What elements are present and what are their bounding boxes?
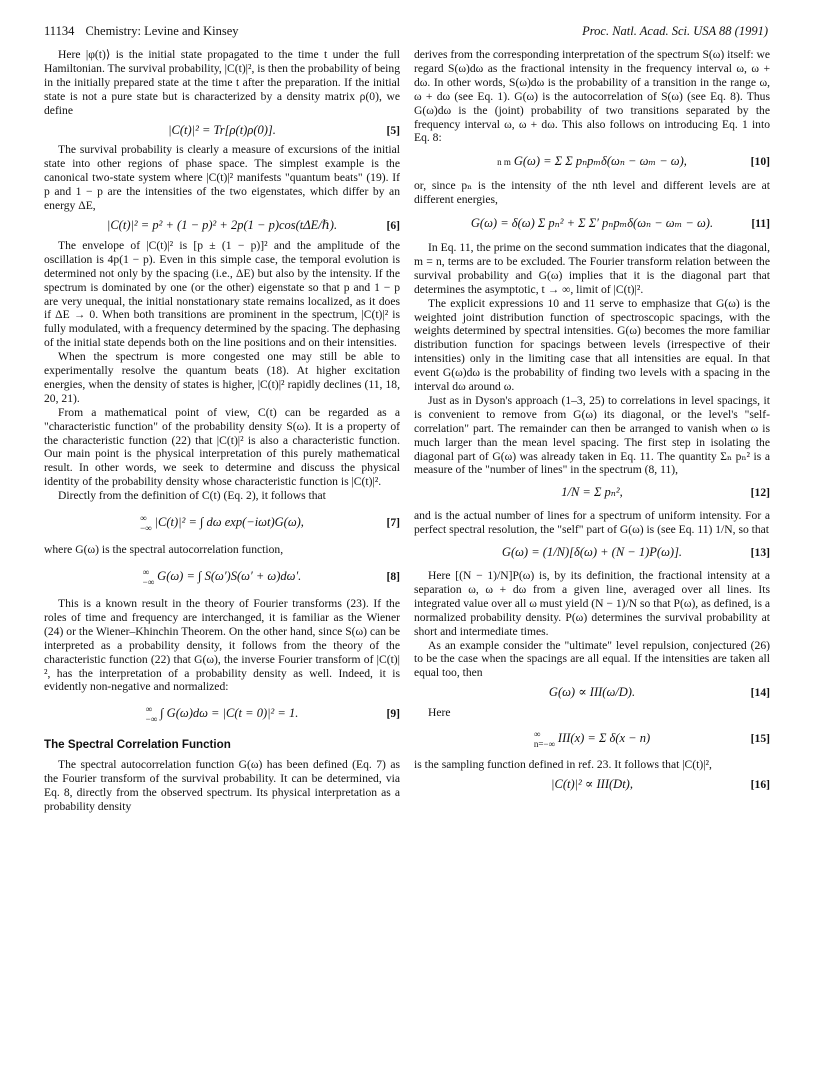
equation-body: G(ω) = ∫ S(ω′)S(ω′ + ω)dω′. — [157, 569, 302, 584]
left-column — [44, 48, 400, 814]
paragraph: and is the actual number of lines for a spectrum of uniform intensity. For a perfect spectral resolution, the "self" part of G(ω) is (see Eq. 11) 1/N, so that — [414, 509, 770, 537]
equation-body: G(ω) = Σ Σ pₙpₘδ(ωₙ − ωₘ − ω), — [513, 154, 687, 169]
equation-number: [12] — [750, 486, 770, 500]
equation-body: 1/N = Σ pₙ², — [561, 485, 623, 500]
paragraph: In Eq. 11, the prime on the second summation indicates that the diagonal, m = n, terms are to be excluded. The Fourier transform relation between the survival probability and G(ω) implies that it is the diagonal part that determines the asymptotic, t → ∞, limit of |C(t)|². — [414, 240, 770, 296]
paragraph: Here — [428, 706, 451, 720]
equation-15 — [414, 729, 770, 749]
equation-9 — [44, 704, 400, 724]
paragraph: is the sampling function defined in ref. 23. It follows that |C(t)|², — [414, 758, 712, 772]
equation-body: G(ω) = (1/N)[δ(ω) + (N − 1)P(ω)]. — [501, 545, 683, 560]
paragraph: This is a known result in the theory of Fourier transforms (23). If the roles of time and frequency are interchanged, it is familiar as the Wiener (24) or the Wiener–Khinchin Theorem. On the other hand, since S(ω) can be interpreted as a probability density, it follows from the theory of the characteristic function (22) that G(ω), the inverse Fourier transform of |C(t)|², has the interpretation of a probability density as well. Indeed, it is evidently non-negative and normalized: — [44, 597, 400, 694]
equation-11 — [414, 217, 770, 231]
equation-number: [10] — [750, 155, 770, 169]
paragraph: derives from the corresponding interpretation of the spectrum S(ω) itself: we regard S(ω)dω as the fractional intensity in the frequency interval ω, ω + dω. In other words, S(ω)dω is the probability of a transition in the range ω, ω + dω (see Eq. 1). G(ω) is the autocorrelation of S(ω) (see Eq. 8). Thus G(ω)dω is the (joint) probability of two transitions separated by the frequency interval ω, ω + dω. This also follows on introducing Eq. 1 into Eq. 8: — [414, 48, 770, 145]
paragraph: The envelope of |C(t)|² is [p ± (1 − p)]² and the amplitude of the oscillation is 4p(1 − p). Even in this simple case, the temporal evolution is determined not only by the spacing (i.e., ΔE) but also by the intensity. If the spectrum is dominated by one (or the other) eigenstate so that p and 1 − p are very unequal, the initial nonstationary state remains localized, as it does if ΔE → 0. When both transitions are prominent in the spectrum, |C(t)|² is fully modulated, with a frequency determined by the spacing. The dephasing of the initial state depends both on the line positions and on their intensities. — [44, 238, 400, 350]
paragraph: As an example consider the "ultimate" level repulsion, conjectured (26) to be the case when the spacings are all equal. If the intensities are taken all equal too, then — [414, 638, 770, 680]
summation-limits: ∞ n=−∞ — [533, 729, 555, 750]
paragraph: where G(ω) is the spectral autocorrelation function, — [44, 543, 284, 557]
paragraph: The spectral autocorrelation function G(ω) has been defined (Eq. 7) as the Fourier transform of the survival probability. It can be determined, via Eq. 8, directly from the observed spectrum. Its physical interpretation as a probability density — [44, 758, 400, 813]
right-column — [414, 48, 770, 798]
equation-body: G(ω) ∝ III(ω/D). — [548, 685, 636, 700]
equation-body: |C(t)|² = Tr[ρ(t)ρ(0)]. — [168, 122, 276, 137]
equation-body: |C(t)|² = p² + (1 − p)² + 2p(1 − p)cos(tΔE/ℏ). — [106, 217, 338, 232]
integral-limits: ∞ −∞ — [140, 513, 152, 534]
equation-number: [8] — [386, 570, 400, 584]
equation-number: [7] — [386, 516, 400, 530]
paragraph: When the spectrum is more congested one may still be able to experimentally resolve the quantum beats (18). At higher excitation energies, when the density of states is higher, |C(t)|² rapidly declines (11, 18, 20, 21). — [44, 350, 400, 405]
equation-number: [13] — [750, 546, 770, 560]
equation-body: G(ω) = δ(ω) Σ pₙ² + Σ Σ′ pₙpₘδ(ωₙ − ωₘ − ω). — [470, 216, 714, 231]
equation-number: [5] — [386, 123, 400, 137]
equation-body: |C(t)|² = ∫ dω exp(−iωt)G(ω), — [154, 515, 304, 530]
section-heading: The Spectral Correlation Function — [44, 738, 231, 752]
paragraph: Just as in Dyson's approach (1–3, 25) to correlations in level spacings, it is convenient to remove from G(ω) its diagonal, or the level's "self-correlation" part. The remainder can then be arranged to vanish when ω is much larger than the mean level spacing. The first step in isolating the diagonal part of G(ω) was already taken in Eq. 11. The quantity Σₙ pₙ² is a measure of the "number of lines" in the spectrum (8, 11), — [414, 393, 770, 477]
running-header-right: Proc. Natl. Acad. Sci. USA 88 (1991) — [582, 24, 768, 38]
paragraph: Here [(N − 1)/N]P(ω) is, by its definition, the fractional intensity at a separation ω, ω + dω from a given line, averaged over all lines. Its integrated value over all ω must yield (N − 1)/N so that P(ω), as defined, is a normalized probability density. P(ω) determines the survival probability at short and intermediate times. — [414, 569, 770, 638]
paragraph: The survival probability is clearly a measure of excursions of the initial state into other regions of phase space. The simplest example is the canonical two-state system where |C(t)|² manifests "quantum beats" (19). If p and 1 − p are the intensities of the two eigenstates, which differ by an energy ΔE, — [44, 143, 400, 213]
equation-10 — [414, 155, 770, 169]
equation-7 — [44, 513, 400, 533]
equation-8 — [44, 567, 400, 587]
equation-5 — [44, 124, 400, 138]
equation-number: [14] — [750, 686, 770, 700]
equation-number: [9] — [386, 707, 400, 721]
paragraph: Here |φ(t)⟩ is the initial state propagated to the time t under the full Hamiltonian. The survival probability, |C(t)|², is then the probability of being in the initially prepared state at the time t after the preparation. If the initial state is not a pure state but is characterized by a density matrix ρ(0), we define — [44, 48, 400, 117]
integral-limits: ∞ −∞ — [142, 567, 155, 587]
paragraph: Directly from the definition of C(t) (Eq. 2), it follows that — [58, 489, 326, 503]
paragraph: From a mathematical point of view, C(t) can be regarded as a "characteristic function" of the probability density S(ω). It is a property of the characteristic function (22) that |C(t)|² is also a characteristic function. Our main point is the physical interpretation of this purely mathematical result. In other words, we seek to determine and discuss the physical identity of the probability density whose characteristic function is |C(t)|². — [44, 405, 400, 489]
equation-16 — [414, 778, 770, 792]
equation-number: [6] — [386, 218, 400, 232]
page-number: 11134 — [44, 24, 75, 38]
integral-limits: ∞ −∞ — [145, 704, 158, 725]
paragraph: The explicit expressions 10 and 11 serve to emphasize that G(ω) is the weighted joint distribution function of spectroscopic spacings, with the weights determined by spectral intensities. G(ω) becomes the more familiar distribution function for spacings between levels (irrespective of their intensities) only in the limiting case that all intensities are equal. In that event G(ω)dω is the probability of finding two levels with a spacing in the interval dω around ω. — [414, 296, 770, 394]
equation-14 — [414, 686, 770, 700]
equation-body: |C(t)|² ∝ III(Dt), — [551, 776, 633, 791]
equation-13 — [414, 546, 770, 560]
equation-body: ∫ G(ω)dω = |C(t = 0)|² = 1. — [160, 706, 299, 721]
running-header-left — [44, 24, 239, 39]
paragraph: or, since pₙ is the intensity of the nth level and different levels are at different energies, — [414, 179, 770, 207]
equation-number: [16] — [750, 777, 770, 791]
header-section: Chemistry: Levine and Kinsey — [85, 24, 239, 38]
equation-number: [15] — [750, 732, 770, 746]
equation-body: III(x) = Σ δ(x − n) — [557, 731, 651, 746]
equation-number: [11] — [751, 217, 770, 231]
equation-6 — [44, 219, 400, 233]
summation-indices: n m — [497, 157, 511, 168]
equation-12 — [414, 486, 770, 500]
